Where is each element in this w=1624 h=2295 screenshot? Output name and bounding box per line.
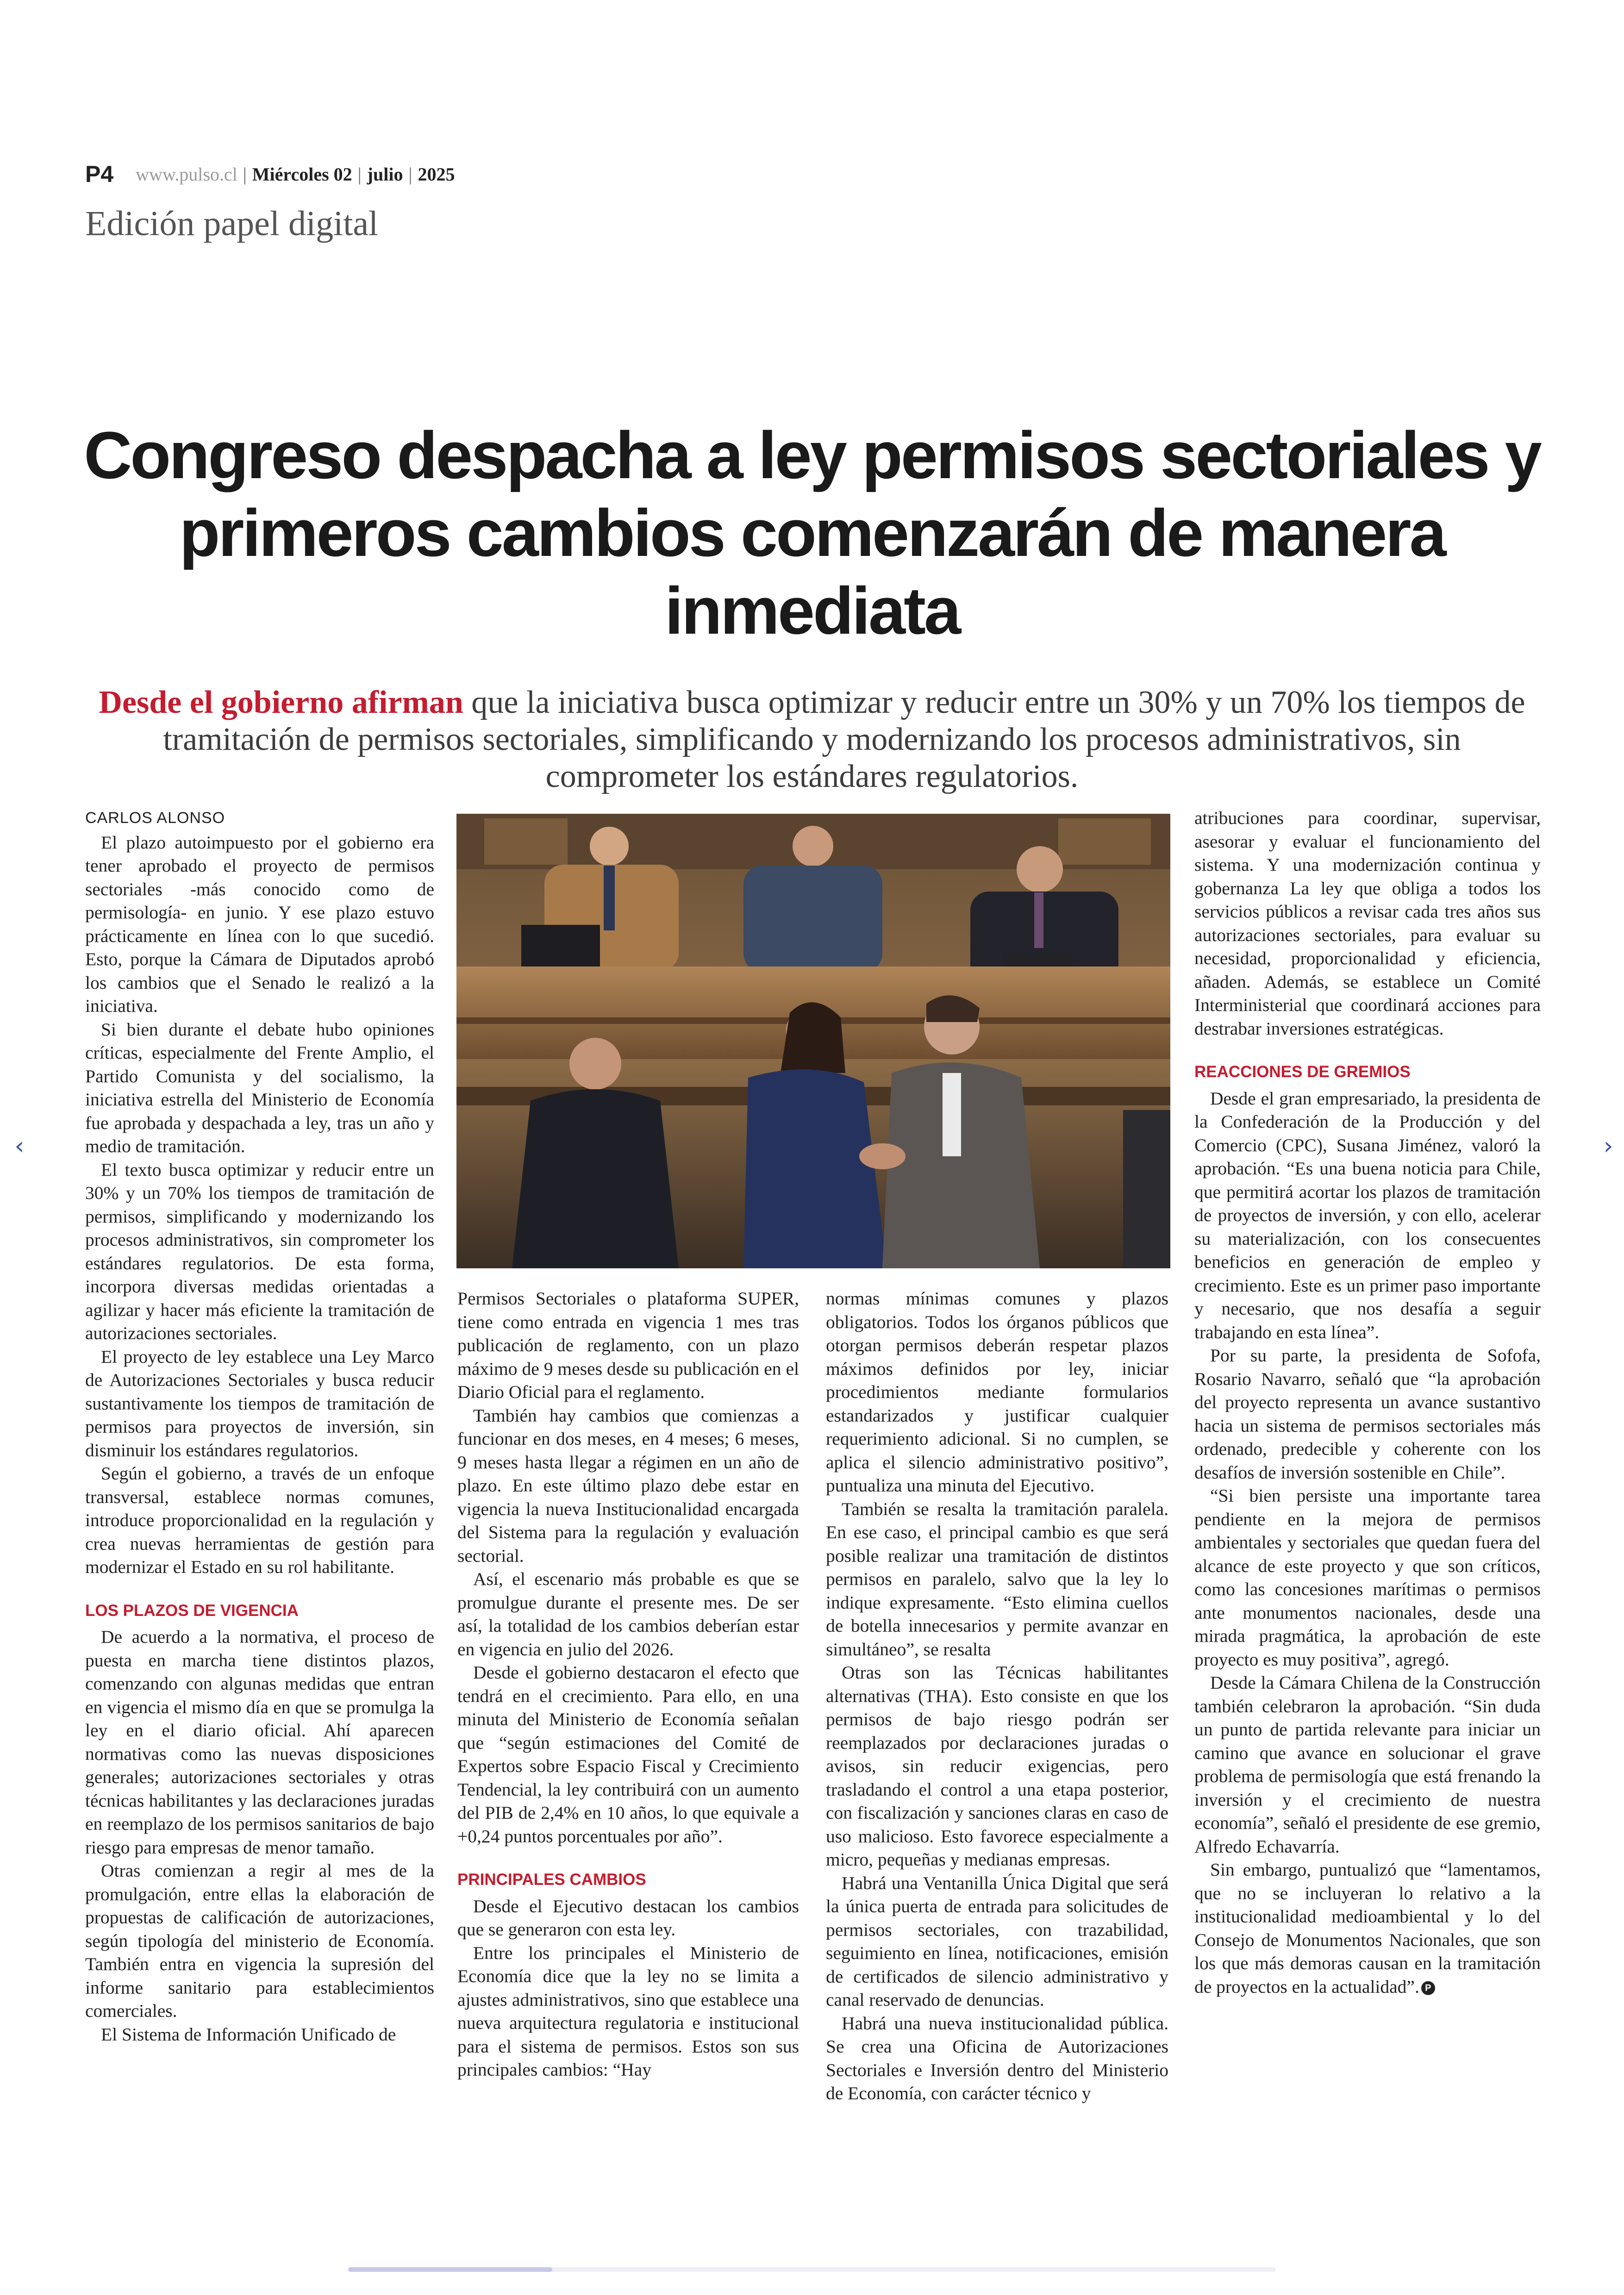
paragraph: El proyecto de ley establece una Ley Marco de Autorizaciones Sectoriales y busca reducir sustantivamente los tiempos de tramitación de permisos para proyectos de inversión, sin disminuir los estándares regulatorios. xyxy=(85,1346,434,1460)
article-column-2 xyxy=(457,1287,799,2082)
article-photo xyxy=(456,814,1170,1268)
article-column-4 xyxy=(1194,806,1541,1998)
paragraph: atribuciones para coordinar, supervisar, asesorar y evaluar el funcionamiento del sistema. Y una modernización continua y gobernanza La ley que obliga a todos los servicios públicos a revisar cada tres años sus autorizaciones sectoriales, para evaluar su necesidad, proporcionalidad y eficiencia, añaden. Además, se establece un Comité Interministerial que coordinará acciones para destrabar inversiones estratégicas. xyxy=(1194,808,1541,1039)
paragraph: El Sistema de Información Unificado de xyxy=(101,2024,396,2045)
paragraph: Desde el Ejecutivo destacan los cambios que se generaron con esta ley. xyxy=(457,1896,799,1940)
paragraph: Otras son las Técnicas habilitantes alternativas (THA). Esto consiste en que los permisos de bajo riesgo podrán ser reemplazados por declaraciones juradas o avisos, sin reducir exigencias, pero trasladando el control a una etapa posterior, con fiscalización y sanciones claras en caso de uso malicioso. Esto favorece especialmente a micro, pequeñas y medianas empresas. xyxy=(826,1662,1168,1870)
paragraph: El plazo autoimpuesto por el gobierno era tener aprobado el proyecto de permisos sectoriales -más conocido como de permisología- en junio. Y ese plazo estuvo prácticamente en línea con lo que sucedió. Esto, porque la Cámara de Diputados aprobó los cambios que el Senado le realizó a la iniciativa. xyxy=(85,832,434,1016)
paragraph: Si bien durante el debate hubo opiniones críticas, especialmente del Frente Amplio, el Partido Comunista y del socialismo, la iniciativa estrella del Ministerio de Economía fue aprobada y despachada a ley, tras un año y medio de tramitación. xyxy=(85,1019,434,1156)
paragraph: Así, el escenario más probable es que se promulgue durante el presente mes. De ser así, la totalidad de los cambios deberían estar en vigencia en julio del 2026. xyxy=(457,1569,799,1659)
paragraph: Desde el gobierno destacaron el efecto que tendrá en el crecimiento. Para ello, en una minuta del Ministerio de Economía señalan que “según estimaciones del Comité de Expertos sobre Espacio Fiscal y Crecimiento Tendencial, la ley contribuirá con un aumento del PIB de 2,4% en 10 años, lo que equivale a +0,24 puntos porcentuales por año”. xyxy=(457,1662,799,1846)
header-date-day: Miércoles 02 xyxy=(252,163,352,185)
paragraph: Otras comienzan a regir al mes de la promulgación, entre ellas la elaboración de propuestas de calificación de autorizaciones, según tipología del ministerio de Economía. También entra en vigencia la supresión del informe sanitario para establecimientos comerciales. xyxy=(85,1860,434,2021)
article-deck xyxy=(93,684,1531,795)
scrollbar-thumb[interactable] xyxy=(348,2267,552,2272)
paragraph: También hay cambios que comienzas a funcionar en dos meses, en 4 meses; 6 meses, 9 meses hasta llegar a régimen en un año de plazo. En este último plazo debe estar en vigencia la nueva Institucionalidad encargada del Sistema para la regulación y evaluación sectorial. xyxy=(457,1405,799,1566)
header-date-year: 2025 xyxy=(418,163,455,185)
closing-paragraph-text: Sin embargo, puntualizó que “lamentamos, que no se incluyeran lo relativo a la institucionalidad medioambiental y lo del Consejo de Monumentos Nacionales, que son los que más demoras causan en la tramitación de proyectos en la actualidad”. xyxy=(1194,1859,1541,1997)
site-url: www.pulso.cl xyxy=(136,163,237,185)
end-mark-icon: P xyxy=(1421,1981,1435,1995)
subhead-plazos: LOS PLAZOS DE VIGENCIA xyxy=(85,1601,299,1620)
horizontal-scrollbar[interactable] xyxy=(348,2267,1276,2272)
page-header xyxy=(85,160,455,188)
header-date-month: julio xyxy=(367,163,403,185)
header-separator: | xyxy=(357,163,362,185)
paragraph: normas mínimas comunes y plazos obligatorios. Todos los órganos públicos que otorgan permisos deberán respetar plazos máximos definidos por ley, iniciar procedimientos mediante formularios estandarizados y justificar cualquier requerimiento adicional. Si no cumplen, se aplica el silencio administrativo positivo”, puntualiza una minuta del Ejecutivo. xyxy=(826,1288,1168,1496)
paragraph: Desde el gran empresariado, la presidenta de la Confederación de la Producción y del Comercio (CPC), Susana Jiménez, valoró la aprobación. “Es una buena noticia para Chile, que permitirá acortar los plazos de tramitación de proyectos de inversión, y con ello, acelerar su materialización, con los consecuentes beneficios en generación de empleo y crecimiento. Este es un primer paso importante y necesario, que nos desafía a seguir trabajando en esta línea”. xyxy=(1194,1088,1541,1342)
byline: CARLOS ALONSO xyxy=(85,809,225,827)
article-headline: Congreso despacha a ley permisos sectoriales y primeros cambios comenzarán de manera inmediata xyxy=(84,418,1540,648)
previous-page-arrow-icon[interactable]: ‹ xyxy=(14,1132,25,1160)
paragraph: Según el gobierno, a través de un enfoque transversal, establece normas comunes, introduce proporcionalidad en la regulación y crea nuevas herramientas de gestión para modernizar el Estado en su rol habilitante. xyxy=(85,1463,434,1577)
paragraph: De acuerdo a la normativa, el proceso de puesta en marcha tiene distintos plazos, comenzando con algunas medidas que entran en vigencia el mismo día en que se promulga la ley en el diario oficial. Ahí aparecen normativas como las nuevas disposiciones generales; autorizaciones sectoriales y otras técnicas habilitantes y las declaraciones juradas en reemplazo de los permisos sanitarios de bajo riesgo para empresas de menor tamaño. xyxy=(85,1627,434,1858)
next-page-arrow-icon[interactable]: › xyxy=(1603,1132,1613,1160)
header-separator: | xyxy=(243,163,247,185)
paragraph xyxy=(1194,1858,1541,1998)
page-number: P4 xyxy=(85,161,114,187)
paragraph: “Si bien persiste una importante tarea pendiente en la mejora de permisos ambientales y sectoriales que quedan fuera del alcance de este proyecto y que son críticos, como las concesiones marítimas o permisos ante monumentos nacionales, desde una mirada pragmática, la aprobación de este proyecto es muy positiva”, agregó. xyxy=(1194,1485,1541,1670)
deck-lead: Desde el gobierno afirman xyxy=(99,685,463,720)
paragraph: Entre los principales el Ministerio de Economía dice que la ley no se limita a ajustes administrativos, sino que establece una nueva arquitectura regulatoria e institucional para el sistema de permisos. Estos son sus principales cambios: “Hay xyxy=(457,1942,799,2080)
paragraph: Habrá una nueva institucionalidad pública. Se crea una Oficina de Autorizaciones Sectoriales e Inversión dentro del Ministerio de Economía, con carácter técnico y xyxy=(826,2013,1168,2103)
header-separator: | xyxy=(408,163,412,185)
paragraph: Habrá una Ventanilla Única Digital que será la única puerta de entrada para solicitudes de permisos sectoriales, con trazabilidad, seguimiento en línea, notificaciones, emisión de certificados de silencio administrativo y canal reservado de denuncias. xyxy=(826,1872,1168,2010)
paragraph: Desde la Cámara Chilena de la Construcción también celebraron la aprobación. “Sin duda un punto de partida relevante para iniciar un camino que avance en solucionar el grave problema de permisología que está frenando la inversión y el crecimiento de nuestra economía”, señaló el presidente de ese gremio, Alfredo Echavarría. xyxy=(1194,1672,1541,1857)
paragraph: Por su parte, la presidenta de Sofofa, Rosario Navarro, señaló que “la aprobación del proyecto representa un avance sustantivo hacia un sistema de permisos sectoriales más ordenado, predecible y coherente con los desafíos de inversión sostenible en Chile”. xyxy=(1194,1345,1541,1483)
subhead-cambios: PRINCIPALES CAMBIOS xyxy=(457,1871,646,1889)
paragraph: Permisos Sectoriales o plataforma SUPER, tiene como entrada en vigencia 1 mes tras publicación de reglamento, con un plazo máximo de 9 meses desde su publicación en el Diario Oficial para el reglamento. xyxy=(457,1288,799,1402)
subhead-gremios: REACCIONES DE GREMIOS xyxy=(1194,1063,1411,1081)
article-column-1 xyxy=(85,806,434,2046)
deck-text: que la iniciativa busca optimizar y reducir entre un 30% y un 70% los tiempos de tramitación de permisos sectoriales, simplificando y modernizando los procesos administrativos, sin comprometer los estándares regulatorios. xyxy=(163,685,1525,794)
paragraph: También se resalta la tramitación paralela. En ese caso, el principal cambio es que será posible realizar una tramitación de distintos permisos en paralelo, salvo que la ley lo indique expresamente. “Esto elimina cuellos de botella innecesarios y permite avanzar en simultáneo”, se resalta xyxy=(826,1498,1168,1659)
edition-label: Edición papel digital xyxy=(85,204,379,243)
paragraph: El texto busca optimizar y reducir entre un 30% y un 70% los tiempos de tramitación de permisos, simplificando y modernizando los procesos administrativos, sin comprometer los estándares regulatorios. De esta forma, incorpora diversas medidas orientadas a agilizar y hacer más eficiente la tramitación de autorizaciones sectoriales. xyxy=(85,1159,434,1343)
article-column-3 xyxy=(826,1287,1168,2105)
